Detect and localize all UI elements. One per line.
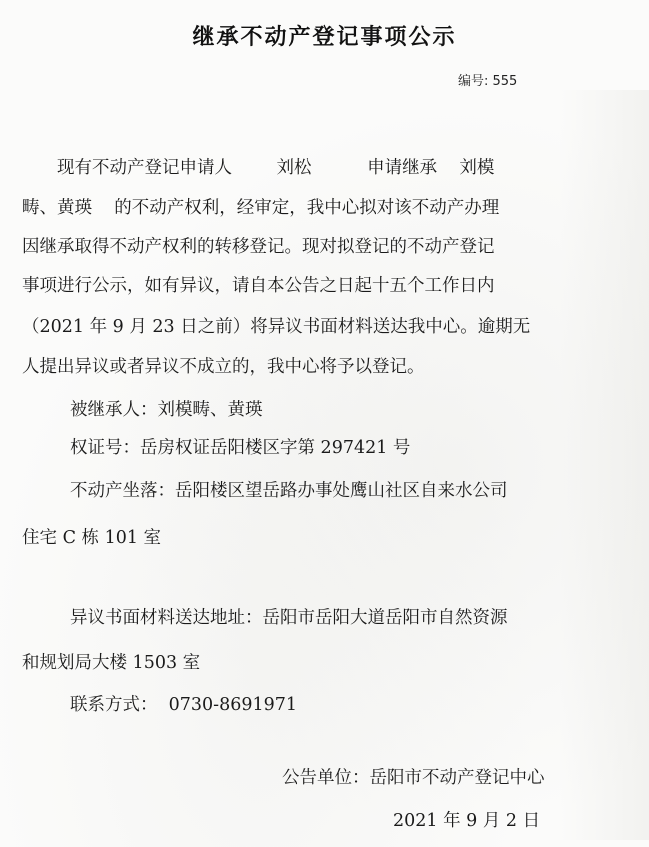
decedent-line: 被继承人：刘模畴、黄瑛 [70,400,263,420]
location-line-1: 不动产坐落：岳阳楼区望岳路办事处鹰山社区自来水公司 [70,481,508,501]
body-line-4: 事项进行公示，如有异议，请自本公告之日起十五个工作日内 [22,276,495,296]
address-line-1: 异议书面材料送达地址：岳阳市岳阳大道岳阳市自然资源 [70,608,508,628]
body-line-5: （2021 年 9 月 23 日之前）将异议书面材料送达我中心。逾期无 [22,317,531,337]
body-line-1: 现有不动产登记申请人 刘松 申请继承 刘模 [57,158,495,178]
date-line: 2021 年 9 月 2 日 [393,811,541,831]
contact-line: 联系方式： 0730-8691971 [70,695,298,715]
body-line-3: 因继承取得不动产权利的转移登记。现对拟登记的不动产登记 [22,237,495,257]
location-line-2: 住宅 C 栋 101 室 [22,528,162,548]
certificate-line: 权证号：岳房权证岳阳楼区字第 297421 号 [70,438,411,458]
body-line-2: 畴、黄瑛 的不动产权利，经审定，我中心拟对该不动产办理 [22,198,500,218]
scan-shadow [560,90,649,840]
serial-number: 编号: 555 [458,74,518,89]
body-line-6: 人提出异议或者异议不成立的，我中心将予以登记。 [22,357,425,377]
address-line-2: 和规划局大楼 1503 室 [22,653,201,673]
issuer-line: 公告单位：岳阳市不动产登记中心 [282,768,545,788]
notice-title: 继承不动产登记事项公示 [192,25,457,50]
